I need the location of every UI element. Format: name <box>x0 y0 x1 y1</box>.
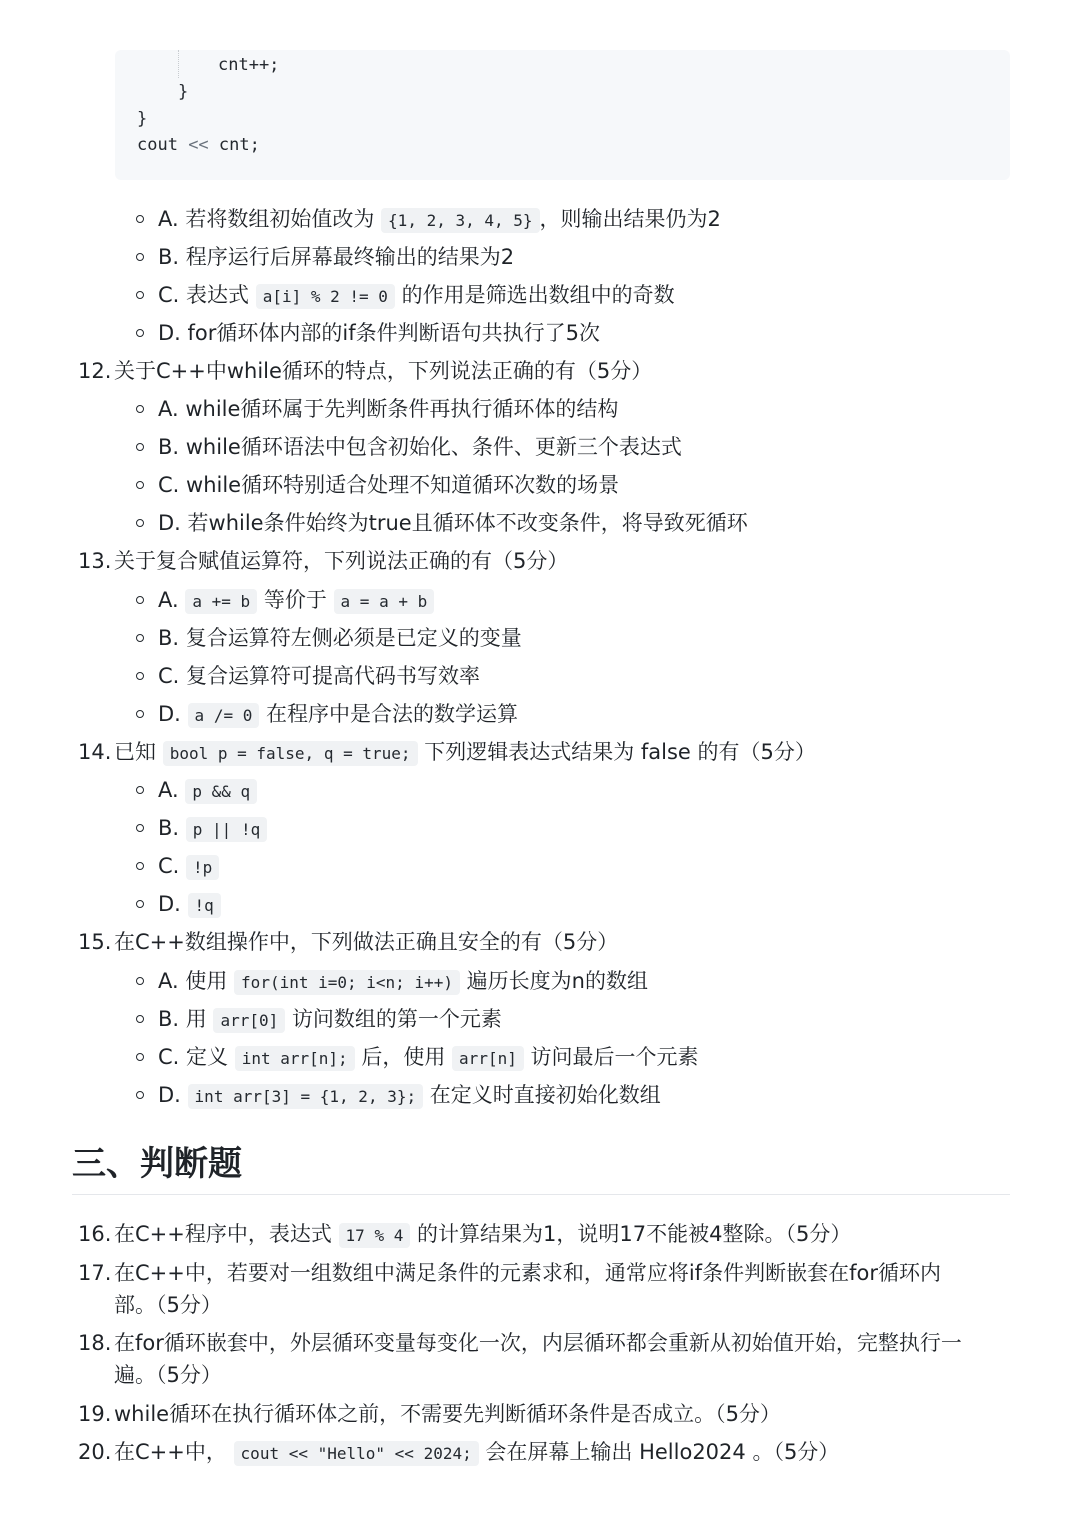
bullet-icon <box>136 1053 144 1061</box>
option-text: A. 若将数组初始值改为 {1, 2, 3, 4, 5} ，则输出结果仍为2 <box>158 207 721 231</box>
bullet-icon <box>136 215 144 223</box>
inline-code: !p <box>186 855 219 880</box>
inline-code: !q <box>188 893 221 918</box>
code-line-3: } <box>137 109 148 129</box>
code-token: cout <box>137 135 189 155</box>
option-text: D. a /= 0 在程序中是合法的数学运算 <box>158 702 519 726</box>
option-text: A. while循环属于先判断条件再执行循环体的结构 <box>158 397 619 421</box>
question-number: 18. <box>78 1331 112 1355</box>
question-number: 17. <box>78 1261 112 1285</box>
bullet-icon <box>136 1091 144 1099</box>
option-text: D. int arr[3] = {1, 2, 3}; 在定义时直接初始化数组 <box>158 1083 661 1107</box>
option-text: D. 若while条件始终为true且循环体不改变条件，将导致死循环 <box>158 511 748 535</box>
question-text: 在C++程序中，表达式 17 % 4 的计算结果为1，说明17不能被4整除。（5分） <box>114 1222 852 1246</box>
inline-code: a += b <box>185 589 257 614</box>
bullet-icon <box>136 786 144 794</box>
inline-code: int arr[n]; <box>235 1046 355 1071</box>
code-line-4 <box>137 135 260 155</box>
inline-code: arr[0] <box>213 1008 285 1033</box>
option-text: C. while循环特别适合处理不知道循环次数的场景 <box>158 473 620 497</box>
indent-guide <box>178 50 179 78</box>
bullet-icon <box>136 1015 144 1023</box>
bullet-icon <box>136 519 144 527</box>
option-text: B. 用 arr[0] 访问数组的第一个元素 <box>158 1007 502 1031</box>
question-text: 关于复合赋值运算符，下列说法正确的有（5分） <box>114 549 569 573</box>
option-text: B. 程序运行后屏幕最终输出的结果为2 <box>158 245 515 269</box>
section-heading: 三、判断题 <box>72 1144 242 1184</box>
question-number: 12. <box>78 359 112 383</box>
bullet-icon <box>136 824 144 832</box>
inline-code: int arr[3] = {1, 2, 3}; <box>188 1084 424 1109</box>
inline-code: for(int i=0; i<n; i++) <box>234 970 460 995</box>
option-text: D. !q <box>158 889 221 921</box>
question-text: 关于C++中while循环的特点，下列说法正确的有（5分） <box>114 359 653 383</box>
section-divider <box>72 1194 1010 1195</box>
inline-code: a = a + b <box>334 589 435 614</box>
bullet-icon <box>136 672 144 680</box>
bullet-icon <box>136 900 144 908</box>
inline-code: a /= 0 <box>188 703 260 728</box>
question-text: 已知 bool p = false, q = true; 下列逻辑表达式结果为 false 的有（5分） <box>114 740 816 764</box>
option-text: C. 复合运算符可提高代码书写效率 <box>158 664 481 688</box>
bullet-icon <box>136 253 144 261</box>
bullet-icon <box>136 443 144 451</box>
inline-code: p && q <box>185 779 257 804</box>
question-text: 在for循环嵌套中，外层循环变量每变化一次，内层循环都会重新从初始值开始，完整执行一 <box>114 1331 962 1355</box>
inline-code: a[i] % 2 != 0 <box>256 284 395 309</box>
question-number: 19. <box>78 1402 112 1426</box>
question-text: 在C++中，若要对一组数组中满足条件的元素求和，通常应将if条件判断嵌套在for循环内 <box>114 1261 941 1285</box>
inline-code: bool p = false, q = true; <box>163 741 418 766</box>
option-text: D. for循环体内部的if条件判断语句共执行了5次 <box>158 321 600 345</box>
option-text: B. while循环语法中包含初始化、条件、更新三个表达式 <box>158 435 682 459</box>
bullet-icon <box>136 710 144 718</box>
inline-code: cout << "Hello" << 2024; <box>234 1441 479 1466</box>
option-text: A. p && q <box>158 775 257 807</box>
option-text: A. a += b 等价于 a = a + b <box>158 585 434 617</box>
question-text-continued: 遍。（5分） <box>114 1363 222 1387</box>
code-token: cnt; <box>208 135 260 155</box>
option-text: C. !p <box>158 851 219 883</box>
bullet-icon <box>136 329 144 337</box>
bullet-icon <box>136 596 144 604</box>
code-line-2: } <box>178 82 189 102</box>
question-number: 15. <box>78 930 112 954</box>
option-text: B. 复合运算符左侧必须是已定义的变量 <box>158 626 522 650</box>
question-text: 在C++中， cout << "Hello" << 2024; 会在屏幕上输出 Hello2024 。（5分） <box>114 1440 840 1464</box>
bullet-icon <box>136 481 144 489</box>
question-text: while循环在执行循环体之前，不需要先判断循环条件是否成立。（5分） <box>114 1402 781 1426</box>
question-number: 14. <box>78 740 112 764</box>
bullet-icon <box>136 405 144 413</box>
option-text: A. 使用 for(int i=0; i<n; i++) 遍历长度为n的数组 <box>158 969 648 993</box>
bullet-icon <box>136 291 144 299</box>
option-text: C. 表达式 a[i] % 2 != 0 的作用是筛选出数组中的奇数 <box>158 283 675 307</box>
inline-code: arr[n] <box>452 1046 524 1071</box>
code-operator: << <box>188 135 209 155</box>
inline-code: p || !q <box>186 817 267 842</box>
inline-code: {1, 2, 3, 4, 5} <box>381 208 540 233</box>
code-line-1: cnt++; <box>218 55 280 75</box>
inline-code: 17 % 4 <box>339 1223 411 1248</box>
question-number: 13. <box>78 549 112 573</box>
option-text: C. 定义 int arr[n]; 后，使用 arr[n] 访问最后一个元素 <box>158 1045 699 1069</box>
bullet-icon <box>136 862 144 870</box>
bullet-icon <box>136 977 144 985</box>
question-text-continued: 部。（5分） <box>114 1293 222 1317</box>
bullet-icon <box>136 634 144 642</box>
question-number: 16. <box>78 1222 112 1246</box>
question-text: 在C++数组操作中，下列做法正确且安全的有（5分） <box>114 930 619 954</box>
option-text: B. p || !q <box>158 813 267 845</box>
question-number: 20. <box>78 1440 112 1464</box>
